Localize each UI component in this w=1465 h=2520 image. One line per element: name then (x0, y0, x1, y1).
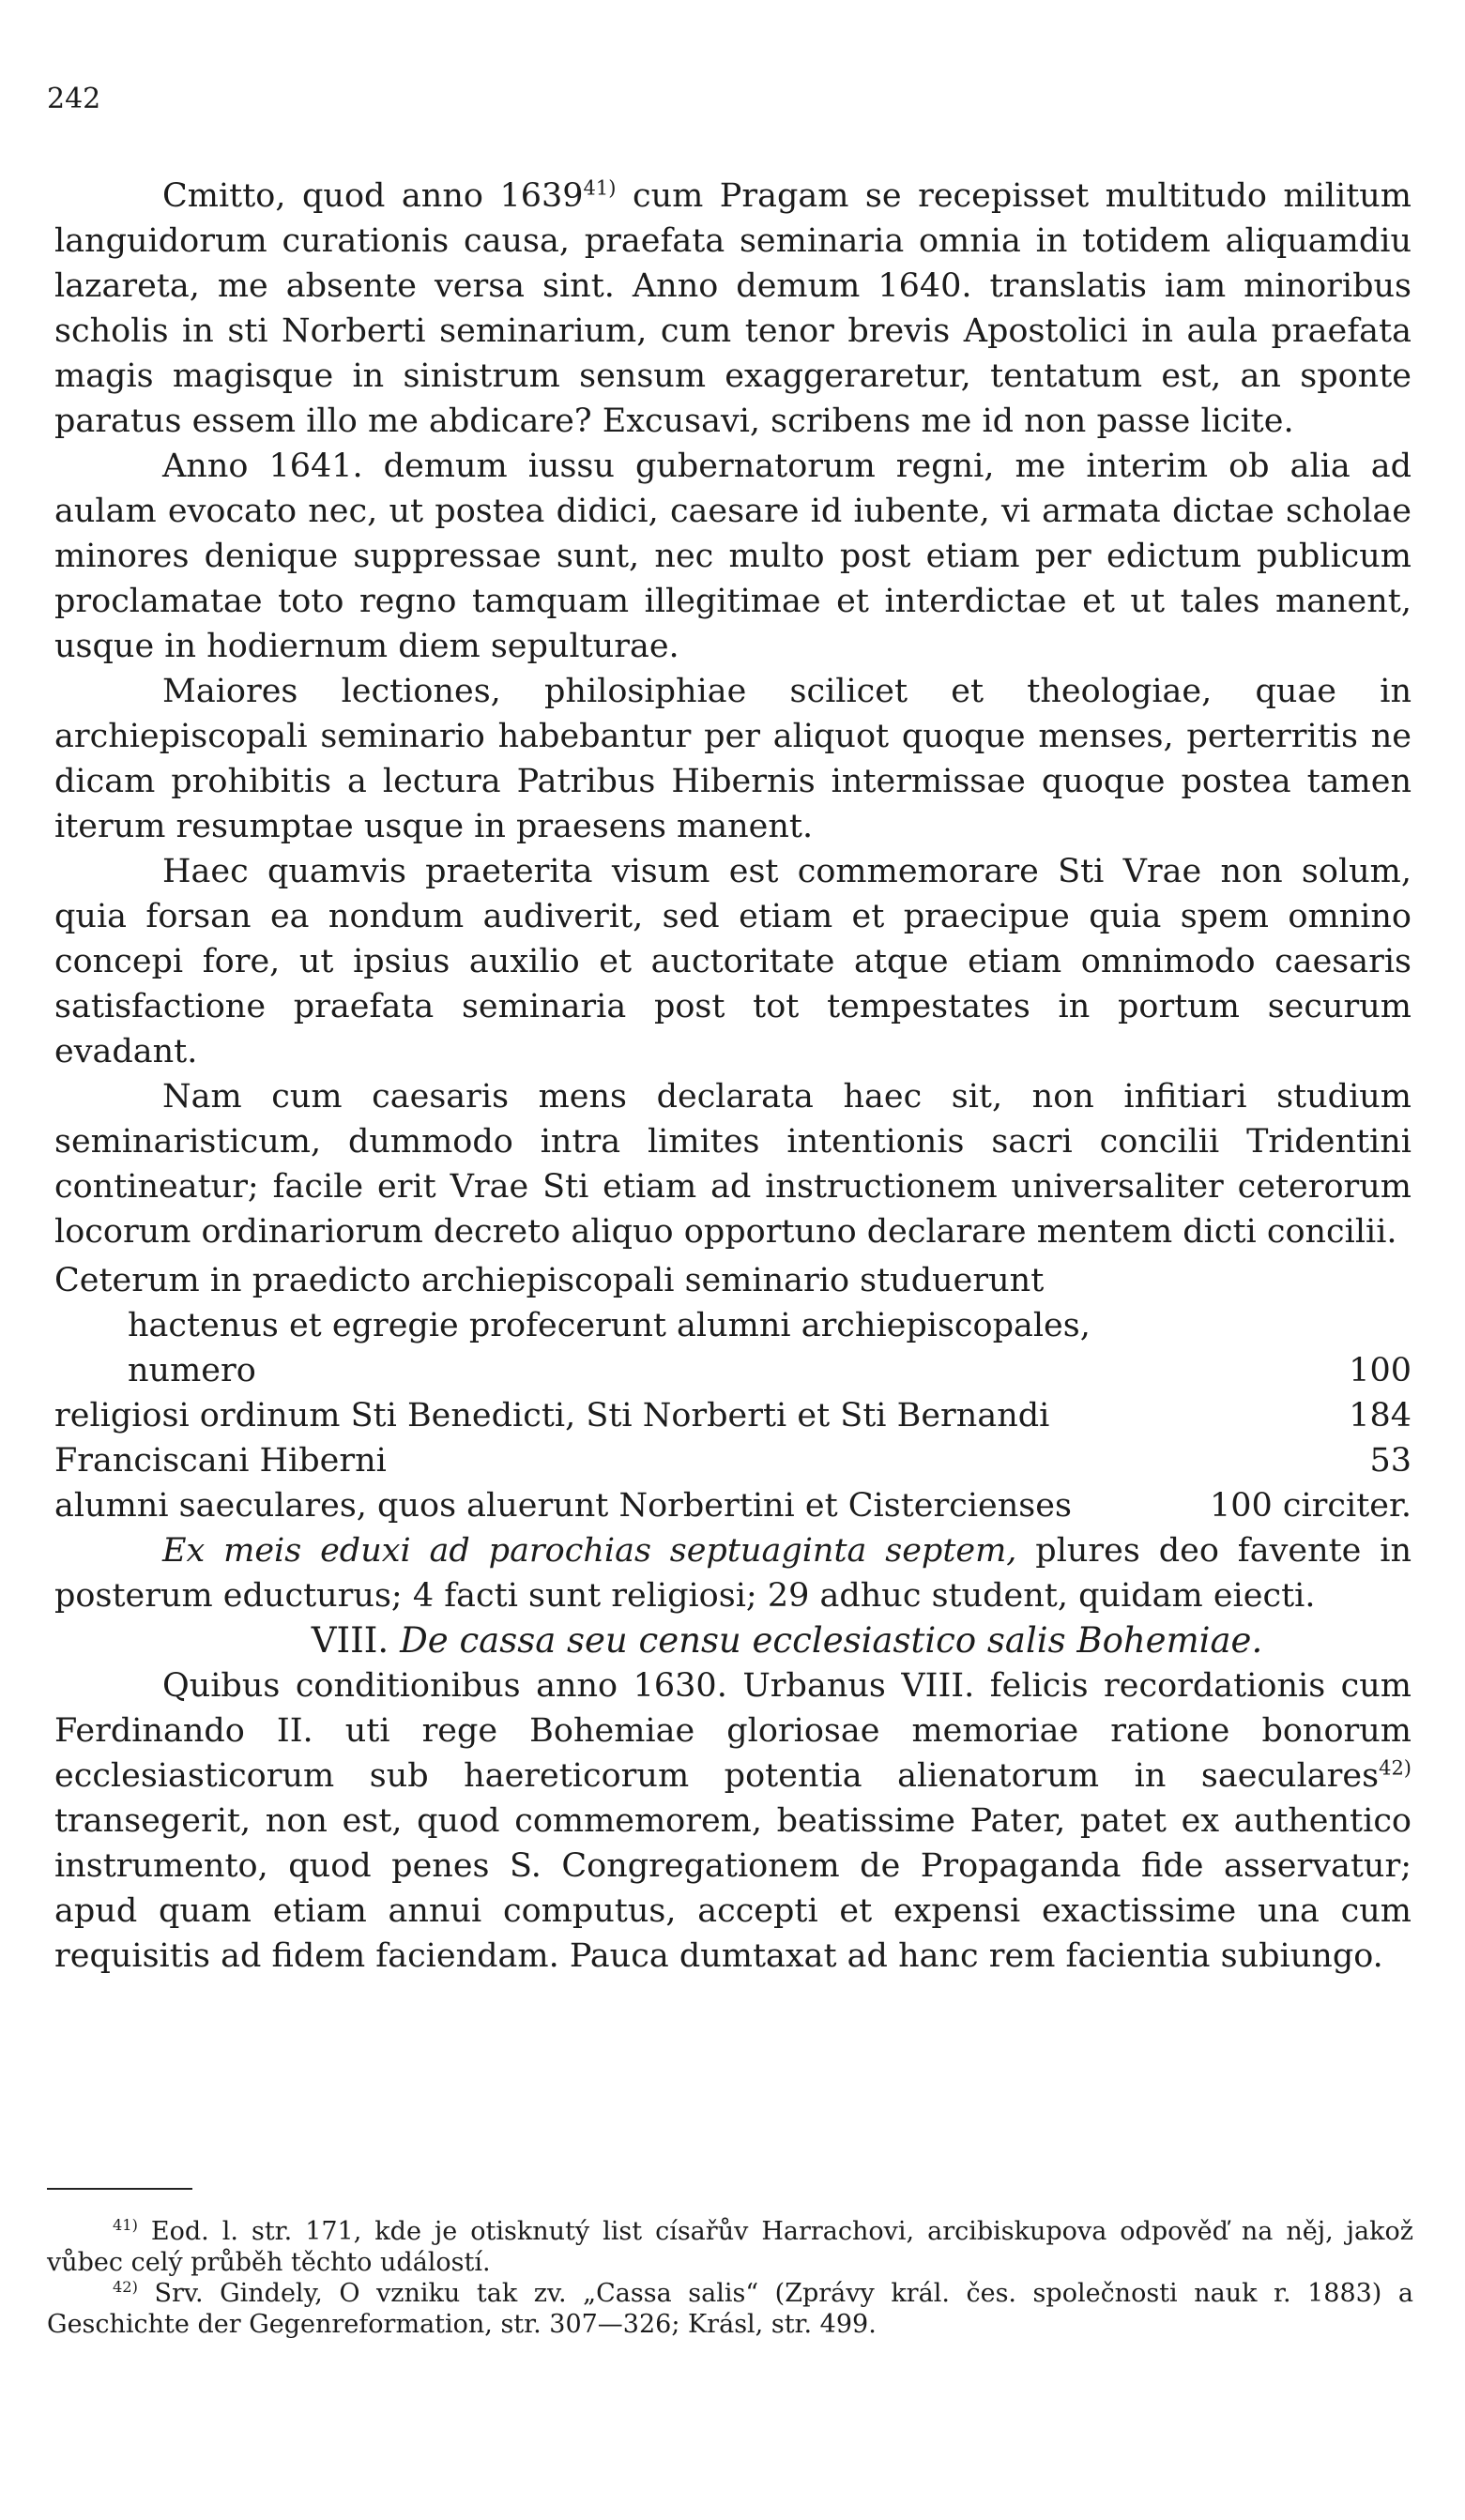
stats-value: 100 circiter. (1209, 1487, 1412, 1525)
footnote-divider (47, 2188, 192, 2190)
stats-row: alumni saeculares, quos aluerunt Norbertini et Cistercienses 100 circiter. (54, 1483, 1412, 1528)
paragraph: Quibus conditionibus anno 1630. Urbanus VIII. felicis recordationis cum Ferdinando II. uti rege Bohemiae gloriosae memoriae ratione bonorum ecclesiasticorum sub haereticorum potentia alienatorum in saeculares$^{42)}$ transegerit, non est, quod commemorem, beatissime Pater, patet ex authentico instrumento, quod penes S. Congregationem de Propaganda fide asservatur; apud quam etiam annui computus, accepti et expensi exactissime una cum requisitis ad fidem faciendam. Pauca dumtaxat ad hanc rem facientia subiungo. (54, 1667, 1412, 1975)
stats-value: 100 (1349, 1352, 1412, 1389)
paragraph: Anno 1641. demum iussu gubernatorum regni, me interim ob alia ad aulam evocato nec, ut postea didici, caesare id iubente, vi armata dictae scholae minores denique suppressae sunt, nec multo post etiam per edictum publicum proclamatae toto regno tamquam illegitimae et interdictae et ut tales manent, usque in hodiernum diem sepulturae. (54, 448, 1412, 665)
stats-row: numero 100 (54, 1348, 1412, 1393)
stats-line: hactenus et egregie profecerunt alumni archiepiscopales, (128, 1307, 1091, 1344)
footnotes (47, 2216, 1413, 2340)
student-statistics (54, 1258, 1412, 1528)
paragraph: Nam cum caesaris mens declarata haec sit, non infitiari studium seminaristicum, dummodo intra limites intentionis sacri concilii Tridentini contineatur; facile erit Vrae Sti etiam ad instructionem universaliter ceterorum locorum ordinariorum decreto aliquo opportuno declarare mentem dicti concilii. (54, 1078, 1412, 1251)
page-number: 242 (47, 83, 101, 115)
stats-row: religiosi ordinum Sti Benedicti, Sti Norberti et Sti Bernandi 184 (54, 1393, 1412, 1438)
paragraph: Cmitto, quod anno 1639$^{41)}$ cum Pragam se recepisset multitudo militum languidorum curationis causa, praefata seminaria omnia in totidem aliquamdiu lazareta, me absente versa sint. Anno demum 1640. translatis iam minoribus scholis in sti Norberti seminarium, cum tenor brevis Apostolici in aula praefata magis magisque in sinistrum sensum exaggeraretur, tentatum est, an sponte paratus essem illo me abdicare? Excusavi, scribens me id non passe licite. (54, 176, 1412, 440)
main-text (54, 174, 1412, 1979)
stats-value: 53 (1369, 1442, 1412, 1480)
footnote: $^{41)}$ Eod. l. str. 171, kde je otisknutý list císařův Harrachovi, arcibiskupova odpověď na něj, jakož vůbec celý průběh těchto událostí. (47, 2216, 1413, 2277)
footnote: $^{42)}$ Srv. Gindely, O vzniku tak zv. „Cassa salis“ (Zprávy král. čes. společnosti nauk r. 1883) a Geschichte der Gegenreformation, str. 307—326; Krásl, str. 499. (47, 2278, 1413, 2339)
stats-line: Ceterum in praedicto archiepiscopali seminario studuerunt (54, 1262, 1045, 1299)
paragraph: Haec quamvis praeterita visum est commemorare Sti Vrae non solum, quia forsan ea nondum audiverit, sed etiam et praecipue quia spem omnino concepi fore, ut ipsius auxilio et auctoritate atque etiam omnimodo caesaris satisfactione praefata seminaria post tot tempestates in portum securum evadant. (54, 853, 1412, 1070)
paragraph: Maiores lectiones, philosiphiae scilicet et theologiae, quae in archiepiscopali seminario habebantur per aliquot quoque menses, perterritis ne dicam prohibitis a lectura Patribus Hibernis intermissae quoque postea tamen iterum resumptae usque in praesens manent. (54, 673, 1412, 845)
stats-value: 184 (1349, 1397, 1412, 1435)
footnote-ref: 42) (1379, 1756, 1412, 1780)
section-heading: VIII. De cassa seu censu ecclesiastico salis Bohemiae. (311, 1620, 1263, 1661)
stats-row: Franciscani Hiberni 53 (54, 1438, 1412, 1483)
paragraph: Ex meis eduxi ad parochias septuaginta septem, plures deo favente in posterum educturus; 4 facti sunt religiosi; 29 adhuc student, quidam eiecti. (54, 1532, 1412, 1615)
footnote-ref: 41) (583, 176, 617, 200)
